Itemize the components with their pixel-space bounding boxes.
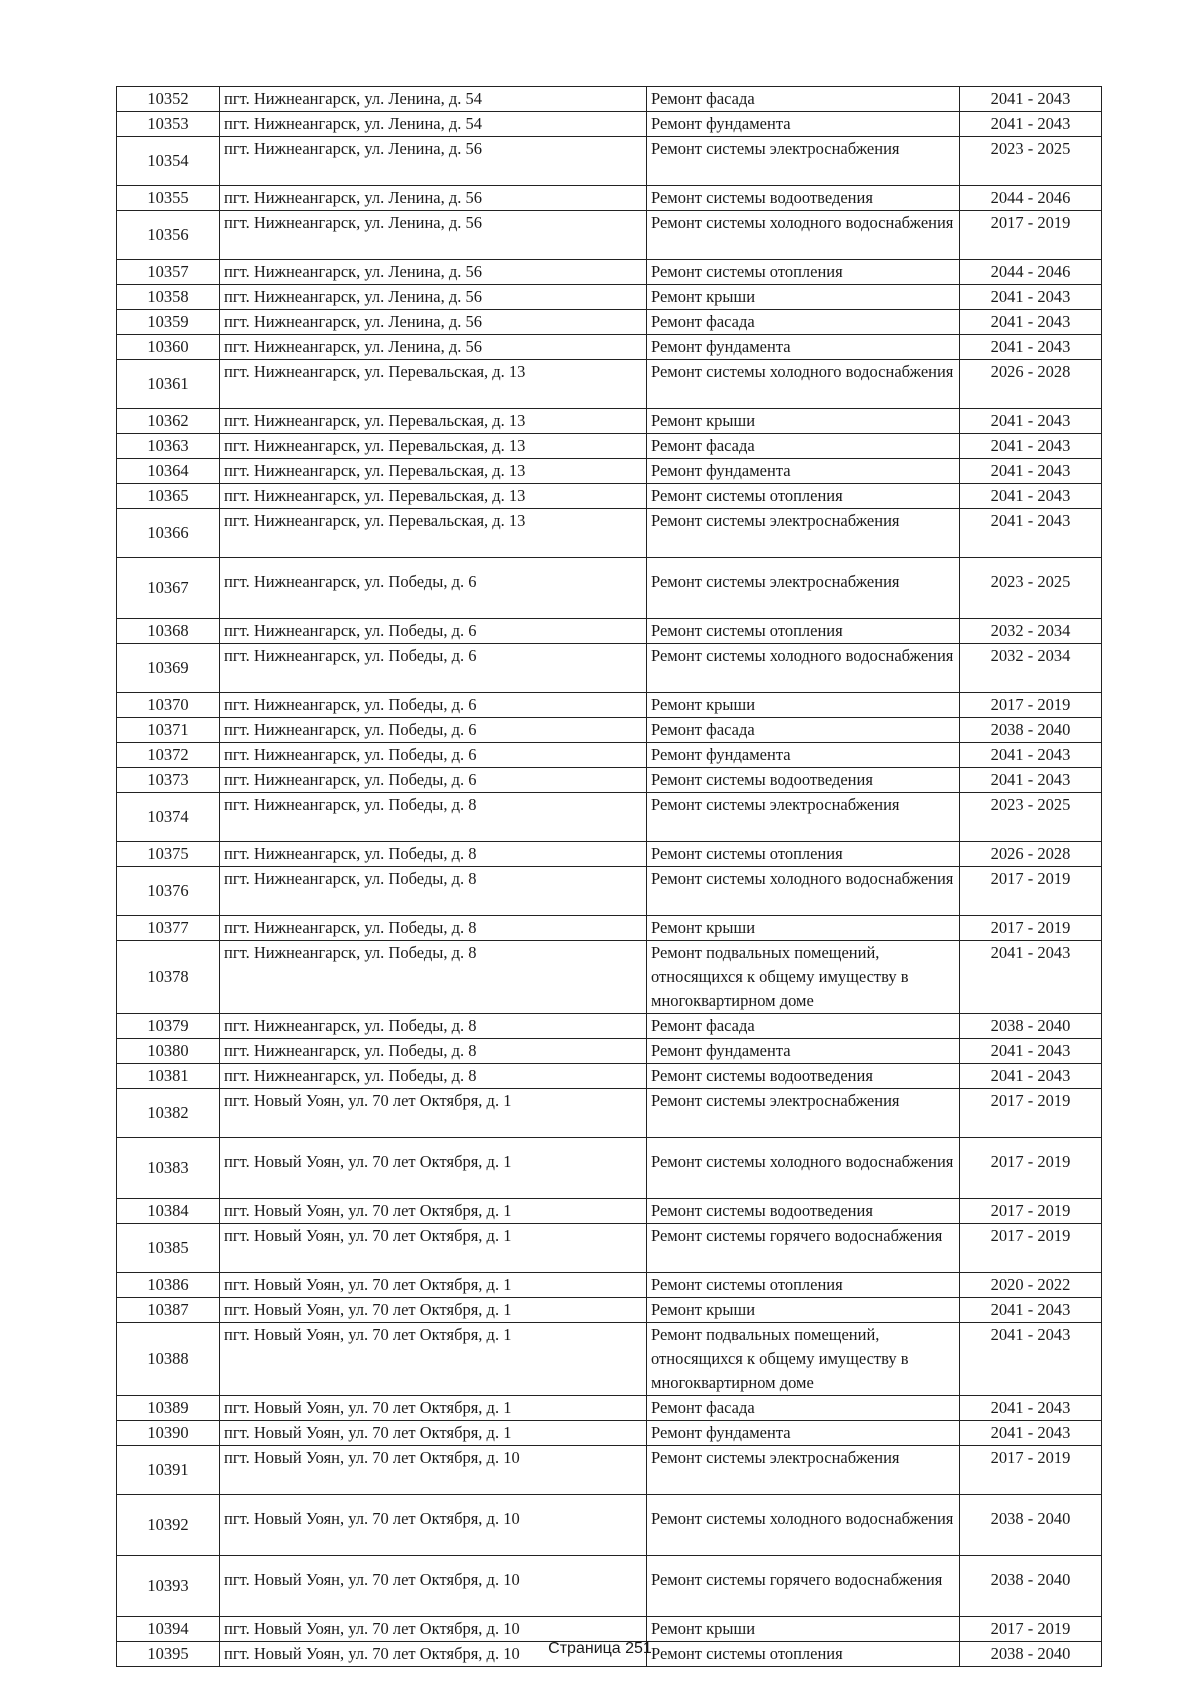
work-type-cell: Ремонт фасада — [647, 87, 960, 112]
work-type-cell: Ремонт системы водоотведения — [647, 1064, 960, 1089]
table-row — [117, 260, 1102, 285]
row-number-cell: 10385 — [117, 1224, 220, 1273]
work-type-cell: Ремонт фасада — [647, 1396, 960, 1421]
period-cell: 2041 - 2043 — [960, 509, 1102, 558]
period-cell: 2041 - 2043 — [960, 484, 1102, 509]
address-cell: пгт. Новый Уоян, ул. 70 лет Октября, д. 1 — [220, 1421, 647, 1446]
period-cell: 2041 - 2043 — [960, 743, 1102, 768]
address-cell: пгт. Нижнеангарск, ул. Победы, д. 8 — [220, 1014, 647, 1039]
row-number-cell: 10373 — [117, 768, 220, 793]
table-row — [117, 310, 1102, 335]
table-row — [117, 718, 1102, 743]
row-number-cell: 10383 — [117, 1138, 220, 1199]
period-cell: 2017 - 2019 — [960, 1617, 1102, 1642]
address-cell: пгт. Нижнеангарск, ул. Ленина, д. 56 — [220, 285, 647, 310]
period-cell: 2041 - 2043 — [960, 335, 1102, 360]
address-cell: пгт. Новый Уоян, ул. 70 лет Октября, д. 1 — [220, 1273, 647, 1298]
work-type-cell: Ремонт крыши — [647, 693, 960, 718]
table-row — [117, 916, 1102, 941]
work-type-cell: Ремонт фасада — [647, 310, 960, 335]
row-number-cell: 10384 — [117, 1199, 220, 1224]
table-row — [117, 1064, 1102, 1089]
work-type-cell: Ремонт системы холодного водоснабжения — [647, 211, 960, 260]
work-type-cell: Ремонт системы холодного водоснабжения — [647, 1138, 960, 1199]
work-type-cell: Ремонт системы отопления — [647, 619, 960, 644]
address-cell: пгт. Нижнеангарск, ул. Победы, д. 6 — [220, 693, 647, 718]
row-number-cell: 10375 — [117, 842, 220, 867]
address-cell: пгт. Нижнеангарск, ул. Победы, д. 6 — [220, 768, 647, 793]
period-cell: 2038 - 2040 — [960, 718, 1102, 743]
work-type-cell: Ремонт системы электроснабжения — [647, 1446, 960, 1495]
address-cell: пгт. Нижнеангарск, ул. Ленина, д. 54 — [220, 112, 647, 137]
work-type-cell: Ремонт системы электроснабжения — [647, 1089, 960, 1138]
row-number-cell: 10389 — [117, 1396, 220, 1421]
table-row — [117, 1089, 1102, 1138]
work-type-cell: Ремонт фасада — [647, 718, 960, 743]
work-type-cell: Ремонт системы водоотведения — [647, 1199, 960, 1224]
table-row — [117, 335, 1102, 360]
table-row — [117, 484, 1102, 509]
period-cell: 2041 - 2043 — [960, 112, 1102, 137]
row-number-cell: 10357 — [117, 260, 220, 285]
work-type-cell: Ремонт фасада — [647, 1014, 960, 1039]
row-number-cell: 10352 — [117, 87, 220, 112]
address-cell: пгт. Нижнеангарск, ул. Победы, д. 6 — [220, 619, 647, 644]
table-row — [117, 1446, 1102, 1495]
period-cell: 2041 - 2043 — [960, 285, 1102, 310]
period-cell: 2023 - 2025 — [960, 793, 1102, 842]
row-number-cell: 10374 — [117, 793, 220, 842]
work-type-cell: Ремонт системы отопления — [647, 1642, 960, 1667]
period-cell: 2017 - 2019 — [960, 1138, 1102, 1199]
table-row — [117, 1323, 1102, 1396]
period-cell: 2041 - 2043 — [960, 1323, 1102, 1396]
row-number-cell: 10386 — [117, 1273, 220, 1298]
row-number-cell: 10368 — [117, 619, 220, 644]
work-type-cell: Ремонт системы холодного водоснабжения — [647, 1495, 960, 1556]
row-number-cell: 10378 — [117, 941, 220, 1014]
table-row — [117, 1199, 1102, 1224]
table-row — [117, 211, 1102, 260]
work-type-cell: Ремонт системы холодного водоснабжения — [647, 360, 960, 409]
address-cell: пгт. Нижнеангарск, ул. Перевальская, д. 13 — [220, 509, 647, 558]
row-number-cell: 10381 — [117, 1064, 220, 1089]
row-number-cell: 10377 — [117, 916, 220, 941]
period-cell: 2041 - 2043 — [960, 1396, 1102, 1421]
address-cell: пгт. Нижнеангарск, ул. Победы, д. 6 — [220, 644, 647, 693]
work-type-cell: Ремонт системы отопления — [647, 260, 960, 285]
table-body — [117, 87, 1102, 1667]
period-cell: 2020 - 2022 — [960, 1273, 1102, 1298]
address-cell: пгт. Нижнеангарск, ул. Победы, д. 8 — [220, 916, 647, 941]
table-row — [117, 87, 1102, 112]
table-row — [117, 644, 1102, 693]
table-row — [117, 1396, 1102, 1421]
work-type-cell: Ремонт фундамента — [647, 335, 960, 360]
address-cell: пгт. Нижнеангарск, ул. Ленина, д. 56 — [220, 211, 647, 260]
row-number-cell: 10354 — [117, 137, 220, 186]
period-cell: 2023 - 2025 — [960, 137, 1102, 186]
table-row — [117, 1617, 1102, 1642]
table-row — [117, 941, 1102, 1014]
work-type-cell: Ремонт крыши — [647, 1617, 960, 1642]
row-number-cell: 10366 — [117, 509, 220, 558]
period-cell: 2041 - 2043 — [960, 1421, 1102, 1446]
table-row — [117, 112, 1102, 137]
address-cell: пгт. Нижнеангарск, ул. Перевальская, д. 13 — [220, 459, 647, 484]
address-cell: пгт. Новый Уоян, ул. 70 лет Октября, д. 1 — [220, 1396, 647, 1421]
period-cell: 2041 - 2043 — [960, 768, 1102, 793]
address-cell: пгт. Новый Уоян, ул. 70 лет Октября, д. 10 — [220, 1642, 647, 1667]
row-number-cell: 10382 — [117, 1089, 220, 1138]
row-number-cell: 10358 — [117, 285, 220, 310]
address-cell: пгт. Нижнеангарск, ул. Перевальская, д. 13 — [220, 360, 647, 409]
address-cell: пгт. Нижнеангарск, ул. Победы, д. 6 — [220, 558, 647, 619]
period-cell: 2041 - 2043 — [960, 459, 1102, 484]
table-row — [117, 434, 1102, 459]
table-row — [117, 619, 1102, 644]
address-cell: пгт. Нижнеангарск, ул. Победы, д. 6 — [220, 743, 647, 768]
period-cell: 2017 - 2019 — [960, 867, 1102, 916]
row-number-cell: 10361 — [117, 360, 220, 409]
row-number-cell: 10362 — [117, 409, 220, 434]
row-number-cell: 10372 — [117, 743, 220, 768]
period-cell: 2017 - 2019 — [960, 1089, 1102, 1138]
address-cell: пгт. Нижнеангарск, ул. Ленина, д. 54 — [220, 87, 647, 112]
period-cell: 2026 - 2028 — [960, 842, 1102, 867]
work-type-cell: Ремонт системы водоотведения — [647, 768, 960, 793]
table-row — [117, 1556, 1102, 1617]
row-number-cell: 10376 — [117, 867, 220, 916]
work-type-cell: Ремонт системы отопления — [647, 842, 960, 867]
period-cell: 2017 - 2019 — [960, 211, 1102, 260]
period-cell: 2038 - 2040 — [960, 1642, 1102, 1667]
period-cell: 2044 - 2046 — [960, 186, 1102, 211]
address-cell: пгт. Нижнеангарск, ул. Ленина, д. 56 — [220, 335, 647, 360]
row-number-cell: 10360 — [117, 335, 220, 360]
address-cell: пгт. Новый Уоян, ул. 70 лет Октября, д. 10 — [220, 1617, 647, 1642]
address-cell: пгт. Нижнеангарск, ул. Перевальская, д. 13 — [220, 409, 647, 434]
address-cell: пгт. Нижнеангарск, ул. Ленина, д. 56 — [220, 310, 647, 335]
period-cell: 2017 - 2019 — [960, 693, 1102, 718]
work-type-cell: Ремонт системы электроснабжения — [647, 793, 960, 842]
table-row — [117, 558, 1102, 619]
work-type-cell: Ремонт крыши — [647, 1298, 960, 1323]
address-cell: пгт. Новый Уоян, ул. 70 лет Октября, д. 10 — [220, 1556, 647, 1617]
period-cell: 2038 - 2040 — [960, 1556, 1102, 1617]
work-type-cell: Ремонт системы электроснабжения — [647, 137, 960, 186]
address-cell: пгт. Новый Уоян, ул. 70 лет Октября, д. 1 — [220, 1298, 647, 1323]
period-cell: 2041 - 2043 — [960, 941, 1102, 1014]
work-type-cell: Ремонт системы электроснабжения — [647, 558, 960, 619]
work-type-cell: Ремонт подвальных помещений, относящихся к общему имуществу в многоквартирном доме — [647, 1323, 960, 1396]
work-type-cell: Ремонт фундамента — [647, 1039, 960, 1064]
address-cell: пгт. Новый Уоян, ул. 70 лет Октября, д. 1 — [220, 1089, 647, 1138]
work-type-cell: Ремонт системы водоотведения — [647, 186, 960, 211]
table-row — [117, 693, 1102, 718]
table-row — [117, 1039, 1102, 1064]
row-number-cell: 10371 — [117, 718, 220, 743]
period-cell: 2041 - 2043 — [960, 1064, 1102, 1089]
work-type-cell: Ремонт системы холодного водоснабжения — [647, 644, 960, 693]
table-row — [117, 137, 1102, 186]
row-number-cell: 10393 — [117, 1556, 220, 1617]
address-cell: пгт. Нижнеангарск, ул. Ленина, д. 56 — [220, 137, 647, 186]
address-cell: пгт. Нижнеангарск, ул. Победы, д. 6 — [220, 718, 647, 743]
period-cell: 2017 - 2019 — [960, 916, 1102, 941]
repair-schedule-table — [116, 86, 1102, 1667]
period-cell: 2017 - 2019 — [960, 1199, 1102, 1224]
period-cell: 2023 - 2025 — [960, 558, 1102, 619]
work-type-cell: Ремонт фундамента — [647, 1421, 960, 1446]
address-cell: пгт. Новый Уоян, ул. 70 лет Октября, д. 10 — [220, 1495, 647, 1556]
period-cell: 2041 - 2043 — [960, 310, 1102, 335]
table-row — [117, 459, 1102, 484]
address-cell: пгт. Нижнеангарск, ул. Победы, д. 8 — [220, 842, 647, 867]
row-number-cell: 10379 — [117, 1014, 220, 1039]
work-type-cell: Ремонт фасада — [647, 434, 960, 459]
work-type-cell: Ремонт крыши — [647, 409, 960, 434]
row-number-cell: 10359 — [117, 310, 220, 335]
table-row — [117, 1138, 1102, 1199]
row-number-cell: 10380 — [117, 1039, 220, 1064]
row-number-cell: 10353 — [117, 112, 220, 137]
period-cell: 2041 - 2043 — [960, 87, 1102, 112]
address-cell: пгт. Нижнеангарск, ул. Победы, д. 8 — [220, 941, 647, 1014]
table-row — [117, 842, 1102, 867]
address-cell: пгт. Нижнеангарск, ул. Ленина, д. 56 — [220, 260, 647, 285]
row-number-cell: 10367 — [117, 558, 220, 619]
period-cell: 2041 - 2043 — [960, 434, 1102, 459]
work-type-cell: Ремонт крыши — [647, 285, 960, 310]
address-cell: пгт. Нижнеангарск, ул. Победы, д. 8 — [220, 1039, 647, 1064]
row-number-cell: 10391 — [117, 1446, 220, 1495]
table-row — [117, 1421, 1102, 1446]
period-cell: 2017 - 2019 — [960, 1224, 1102, 1273]
work-type-cell: Ремонт фундамента — [647, 459, 960, 484]
row-number-cell: 10370 — [117, 693, 220, 718]
table-row — [117, 1014, 1102, 1039]
table-row — [117, 409, 1102, 434]
page-number: Страница 251 — [548, 1640, 652, 1657]
table-row — [117, 1224, 1102, 1273]
work-type-cell: Ремонт системы горячего водоснабжения — [647, 1556, 960, 1617]
work-type-cell: Ремонт системы горячего водоснабжения — [647, 1224, 960, 1273]
row-number-cell: 10363 — [117, 434, 220, 459]
table-row — [117, 743, 1102, 768]
table-row — [117, 768, 1102, 793]
address-cell: пгт. Нижнеангарск, ул. Перевальская, д. 13 — [220, 434, 647, 459]
period-cell: 2032 - 2034 — [960, 644, 1102, 693]
period-cell: 2032 - 2034 — [960, 619, 1102, 644]
period-cell: 2017 - 2019 — [960, 1446, 1102, 1495]
table-row — [117, 360, 1102, 409]
table-row — [117, 1495, 1102, 1556]
table-row — [117, 1273, 1102, 1298]
row-number-cell: 10364 — [117, 459, 220, 484]
period-cell: 2044 - 2046 — [960, 260, 1102, 285]
address-cell: пгт. Новый Уоян, ул. 70 лет Октября, д. 1 — [220, 1138, 647, 1199]
row-number-cell: 10395 — [117, 1642, 220, 1667]
row-number-cell: 10356 — [117, 211, 220, 260]
table-row — [117, 186, 1102, 211]
work-type-cell: Ремонт подвальных помещений, относящихся к общему имуществу в многоквартирном доме — [647, 941, 960, 1014]
table-row — [117, 793, 1102, 842]
address-cell: пгт. Новый Уоян, ул. 70 лет Октября, д. 1 — [220, 1224, 647, 1273]
work-type-cell: Ремонт крыши — [647, 916, 960, 941]
row-number-cell: 10390 — [117, 1421, 220, 1446]
work-type-cell: Ремонт системы отопления — [647, 484, 960, 509]
table-row — [117, 1298, 1102, 1323]
address-cell: пгт. Нижнеангарск, ул. Победы, д. 8 — [220, 793, 647, 842]
address-cell: пгт. Нижнеангарск, ул. Ленина, д. 56 — [220, 186, 647, 211]
row-number-cell: 10392 — [117, 1495, 220, 1556]
address-cell: пгт. Нижнеангарск, ул. Перевальская, д. 13 — [220, 484, 647, 509]
work-type-cell: Ремонт системы холодного водоснабжения — [647, 867, 960, 916]
period-cell: 2041 - 2043 — [960, 409, 1102, 434]
work-type-cell: Ремонт фундамента — [647, 743, 960, 768]
row-number-cell: 10369 — [117, 644, 220, 693]
row-number-cell: 10365 — [117, 484, 220, 509]
work-type-cell: Ремонт фундамента — [647, 112, 960, 137]
table-row — [117, 867, 1102, 916]
period-cell: 2038 - 2040 — [960, 1495, 1102, 1556]
table-row — [117, 285, 1102, 310]
address-cell: пгт. Новый Уоян, ул. 70 лет Октября, д. 1 — [220, 1323, 647, 1396]
work-type-cell: Ремонт системы электроснабжения — [647, 509, 960, 558]
table-row — [117, 509, 1102, 558]
period-cell: 2041 - 2043 — [960, 1039, 1102, 1064]
address-cell: пгт. Новый Уоян, ул. 70 лет Октября, д. 10 — [220, 1446, 647, 1495]
address-cell: пгт. Новый Уоян, ул. 70 лет Октября, д. 1 — [220, 1199, 647, 1224]
address-cell: пгт. Нижнеангарск, ул. Победы, д. 8 — [220, 867, 647, 916]
period-cell: 2041 - 2043 — [960, 1298, 1102, 1323]
row-number-cell: 10394 — [117, 1617, 220, 1642]
row-number-cell: 10387 — [117, 1298, 220, 1323]
row-number-cell: 10388 — [117, 1323, 220, 1396]
period-cell: 2026 - 2028 — [960, 360, 1102, 409]
row-number-cell: 10355 — [117, 186, 220, 211]
address-cell: пгт. Нижнеангарск, ул. Победы, д. 8 — [220, 1064, 647, 1089]
work-type-cell: Ремонт системы отопления — [647, 1273, 960, 1298]
period-cell: 2038 - 2040 — [960, 1014, 1102, 1039]
